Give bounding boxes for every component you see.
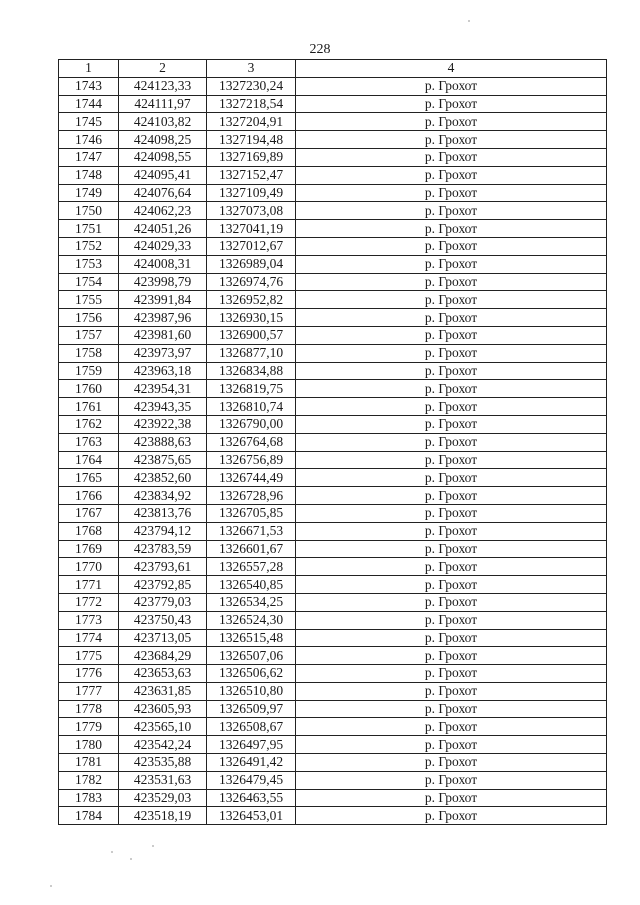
point-number-cell: 1775 [59, 647, 119, 665]
table-row [59, 415, 607, 433]
coord-x-cell: 424051,26 [119, 220, 207, 238]
coord-y-cell: 1326810,74 [207, 398, 296, 416]
coord-x-cell: 423813,76 [119, 504, 207, 522]
coord-x-cell: 424111,97 [119, 95, 207, 113]
scan-speck [468, 20, 470, 22]
point-number-cell: 1761 [59, 398, 119, 416]
location-name-cell: р. Грохот [296, 380, 607, 398]
coord-x-cell: 423783,59 [119, 540, 207, 558]
table-row [59, 166, 607, 184]
table-row [59, 576, 607, 594]
location-name-cell: р. Грохот [296, 184, 607, 202]
location-name-cell: р. Грохот [296, 77, 607, 95]
coord-y-cell: 1326834,88 [207, 362, 296, 380]
table-row [59, 807, 607, 825]
point-number-cell: 1757 [59, 326, 119, 344]
table-body [59, 77, 607, 824]
point-number-cell: 1765 [59, 469, 119, 487]
table-row [59, 665, 607, 683]
table-row [59, 771, 607, 789]
coord-x-cell: 423605,93 [119, 700, 207, 718]
point-number-cell: 1756 [59, 309, 119, 327]
coord-x-cell: 423631,85 [119, 682, 207, 700]
point-number-cell: 1772 [59, 593, 119, 611]
table-row [59, 522, 607, 540]
table-row [59, 148, 607, 166]
coord-x-cell: 423943,35 [119, 398, 207, 416]
table-row [59, 789, 607, 807]
coord-x-cell: 423922,38 [119, 415, 207, 433]
coord-x-cell: 423963,18 [119, 362, 207, 380]
coord-x-cell: 424008,31 [119, 255, 207, 273]
table-row [59, 202, 607, 220]
table-row [59, 398, 607, 416]
location-name-cell: р. Грохот [296, 807, 607, 825]
coord-x-cell: 423794,12 [119, 522, 207, 540]
location-name-cell: р. Грохот [296, 344, 607, 362]
location-name-cell: р. Грохот [296, 754, 607, 772]
table-row [59, 736, 607, 754]
point-number-cell: 1753 [59, 255, 119, 273]
coord-x-cell: 423653,63 [119, 665, 207, 683]
table-row [59, 754, 607, 772]
table-row [59, 380, 607, 398]
location-name-cell: р. Грохот [296, 665, 607, 683]
coord-x-cell: 424076,64 [119, 184, 207, 202]
table-row [59, 131, 607, 149]
coord-x-cell: 423531,63 [119, 771, 207, 789]
coord-y-cell: 1326930,15 [207, 309, 296, 327]
point-number-cell: 1752 [59, 237, 119, 255]
point-number-cell: 1781 [59, 754, 119, 772]
point-number-cell: 1774 [59, 629, 119, 647]
table-row [59, 540, 607, 558]
location-name-cell: р. Грохот [296, 131, 607, 149]
location-name-cell: р. Грохот [296, 309, 607, 327]
location-name-cell: р. Грохот [296, 647, 607, 665]
point-number-cell: 1770 [59, 558, 119, 576]
point-number-cell: 1777 [59, 682, 119, 700]
coord-y-cell: 1327230,24 [207, 77, 296, 95]
scan-speck [50, 885, 52, 887]
location-name-cell: р. Грохот [296, 166, 607, 184]
point-number-cell: 1778 [59, 700, 119, 718]
point-number-cell: 1762 [59, 415, 119, 433]
table-row [59, 237, 607, 255]
coord-x-cell: 423852,60 [119, 469, 207, 487]
column-header-4: 4 [296, 60, 607, 78]
point-number-cell: 1764 [59, 451, 119, 469]
table-header-row [59, 60, 607, 78]
location-name-cell: р. Грохот [296, 362, 607, 380]
point-number-cell: 1776 [59, 665, 119, 683]
coord-y-cell: 1327152,47 [207, 166, 296, 184]
location-name-cell: р. Грохот [296, 504, 607, 522]
coord-x-cell: 424098,25 [119, 131, 207, 149]
scan-speck [152, 845, 154, 847]
point-number-cell: 1784 [59, 807, 119, 825]
location-name-cell: р. Грохот [296, 771, 607, 789]
coordinates-table [58, 59, 607, 825]
table-row [59, 113, 607, 131]
coord-y-cell: 1326524,30 [207, 611, 296, 629]
point-number-cell: 1783 [59, 789, 119, 807]
coord-y-cell: 1327012,67 [207, 237, 296, 255]
coord-x-cell: 423529,03 [119, 789, 207, 807]
table-row [59, 255, 607, 273]
coord-y-cell: 1327204,91 [207, 113, 296, 131]
scan-speck [111, 851, 113, 853]
point-number-cell: 1747 [59, 148, 119, 166]
coord-x-cell: 423779,03 [119, 593, 207, 611]
table-row [59, 682, 607, 700]
point-number-cell: 1755 [59, 291, 119, 309]
location-name-cell: р. Грохот [296, 682, 607, 700]
coord-y-cell: 1326508,67 [207, 718, 296, 736]
location-name-cell: р. Грохот [296, 593, 607, 611]
coord-x-cell: 424029,33 [119, 237, 207, 255]
column-header-3: 3 [207, 60, 296, 78]
coord-y-cell: 1327218,54 [207, 95, 296, 113]
location-name-cell: р. Грохот [296, 718, 607, 736]
point-number-cell: 1749 [59, 184, 119, 202]
table-row [59, 593, 607, 611]
location-name-cell: р. Грохот [296, 113, 607, 131]
location-name-cell: р. Грохот [296, 237, 607, 255]
location-name-cell: р. Грохот [296, 148, 607, 166]
coord-y-cell: 1326744,49 [207, 469, 296, 487]
coord-x-cell: 423793,61 [119, 558, 207, 576]
coord-x-cell: 423998,79 [119, 273, 207, 291]
location-name-cell: р. Грохот [296, 273, 607, 291]
point-number-cell: 1748 [59, 166, 119, 184]
coord-x-cell: 423713,05 [119, 629, 207, 647]
coord-y-cell: 1326601,67 [207, 540, 296, 558]
coord-x-cell: 423518,19 [119, 807, 207, 825]
coord-x-cell: 423981,60 [119, 326, 207, 344]
location-name-cell: р. Грохот [296, 433, 607, 451]
coord-y-cell: 1326534,25 [207, 593, 296, 611]
table-row [59, 718, 607, 736]
location-name-cell: р. Грохот [296, 415, 607, 433]
table-row [59, 220, 607, 238]
coord-x-cell: 423888,63 [119, 433, 207, 451]
column-header-2: 2 [119, 60, 207, 78]
table-row [59, 433, 607, 451]
coord-y-cell: 1327194,48 [207, 131, 296, 149]
point-number-cell: 1766 [59, 487, 119, 505]
coord-y-cell: 1326491,42 [207, 754, 296, 772]
coord-y-cell: 1326877,10 [207, 344, 296, 362]
coord-y-cell: 1327169,89 [207, 148, 296, 166]
point-number-cell: 1773 [59, 611, 119, 629]
point-number-cell: 1771 [59, 576, 119, 594]
coord-y-cell: 1326509,97 [207, 700, 296, 718]
coord-x-cell: 423535,88 [119, 754, 207, 772]
coord-y-cell: 1327109,49 [207, 184, 296, 202]
coord-y-cell: 1326507,06 [207, 647, 296, 665]
point-number-cell: 1759 [59, 362, 119, 380]
coord-x-cell: 424062,23 [119, 202, 207, 220]
point-number-cell: 1758 [59, 344, 119, 362]
point-number-cell: 1743 [59, 77, 119, 95]
coord-y-cell: 1326463,55 [207, 789, 296, 807]
table-row [59, 451, 607, 469]
table-row [59, 344, 607, 362]
point-number-cell: 1760 [59, 380, 119, 398]
coord-x-cell: 423792,85 [119, 576, 207, 594]
table-row [59, 558, 607, 576]
coord-y-cell: 1326540,85 [207, 576, 296, 594]
location-name-cell: р. Грохот [296, 522, 607, 540]
coord-x-cell: 423973,97 [119, 344, 207, 362]
table-row [59, 504, 607, 522]
table-row [59, 647, 607, 665]
location-name-cell: р. Грохот [296, 540, 607, 558]
table-row [59, 95, 607, 113]
location-name-cell: р. Грохот [296, 736, 607, 754]
location-name-cell: р. Грохот [296, 220, 607, 238]
point-number-cell: 1763 [59, 433, 119, 451]
coord-y-cell: 1326764,68 [207, 433, 296, 451]
table-row [59, 362, 607, 380]
table-row [59, 309, 607, 327]
point-number-cell: 1780 [59, 736, 119, 754]
coord-y-cell: 1326705,85 [207, 504, 296, 522]
coord-x-cell: 424123,33 [119, 77, 207, 95]
location-name-cell: р. Грохот [296, 451, 607, 469]
column-header-1: 1 [59, 60, 119, 78]
point-number-cell: 1782 [59, 771, 119, 789]
coord-x-cell: 424098,55 [119, 148, 207, 166]
table-row [59, 700, 607, 718]
page-number: 228 [309, 42, 331, 57]
location-name-cell: р. Грохот [296, 326, 607, 344]
coord-y-cell: 1326479,45 [207, 771, 296, 789]
coord-x-cell: 423750,43 [119, 611, 207, 629]
table-row [59, 326, 607, 344]
coord-y-cell: 1326453,01 [207, 807, 296, 825]
location-name-cell: р. Грохот [296, 469, 607, 487]
table-row [59, 77, 607, 95]
coord-y-cell: 1326510,80 [207, 682, 296, 700]
coord-y-cell: 1327073,08 [207, 202, 296, 220]
coord-x-cell: 423542,24 [119, 736, 207, 754]
location-name-cell: р. Грохот [296, 576, 607, 594]
coord-y-cell: 1327041,19 [207, 220, 296, 238]
point-number-cell: 1746 [59, 131, 119, 149]
point-number-cell: 1750 [59, 202, 119, 220]
point-number-cell: 1751 [59, 220, 119, 238]
coord-x-cell: 424095,41 [119, 166, 207, 184]
point-number-cell: 1768 [59, 522, 119, 540]
coord-y-cell: 1326497,95 [207, 736, 296, 754]
table-row [59, 629, 607, 647]
point-number-cell: 1779 [59, 718, 119, 736]
table-row [59, 273, 607, 291]
coord-y-cell: 1326974,76 [207, 273, 296, 291]
table-row [59, 611, 607, 629]
coord-y-cell: 1326819,75 [207, 380, 296, 398]
coord-y-cell: 1326756,89 [207, 451, 296, 469]
location-name-cell: р. Грохот [296, 629, 607, 647]
location-name-cell: р. Грохот [296, 558, 607, 576]
coord-x-cell: 423684,29 [119, 647, 207, 665]
coord-x-cell: 424103,82 [119, 113, 207, 131]
table-row [59, 469, 607, 487]
scan-speck [130, 858, 132, 860]
location-name-cell: р. Грохот [296, 611, 607, 629]
coord-x-cell: 423987,96 [119, 309, 207, 327]
coord-x-cell: 423954,31 [119, 380, 207, 398]
coord-y-cell: 1326557,28 [207, 558, 296, 576]
coord-y-cell: 1326952,82 [207, 291, 296, 309]
coord-y-cell: 1326790,00 [207, 415, 296, 433]
location-name-cell: р. Грохот [296, 487, 607, 505]
point-number-cell: 1769 [59, 540, 119, 558]
coord-y-cell: 1326728,96 [207, 487, 296, 505]
point-number-cell: 1754 [59, 273, 119, 291]
location-name-cell: р. Грохот [296, 202, 607, 220]
coord-y-cell: 1326515,48 [207, 629, 296, 647]
coord-y-cell: 1326900,57 [207, 326, 296, 344]
location-name-cell: р. Грохот [296, 291, 607, 309]
location-name-cell: р. Грохот [296, 789, 607, 807]
coord-y-cell: 1326989,04 [207, 255, 296, 273]
location-name-cell: р. Грохот [296, 700, 607, 718]
location-name-cell: р. Грохот [296, 255, 607, 273]
location-name-cell: р. Грохот [296, 95, 607, 113]
coord-x-cell: 423834,92 [119, 487, 207, 505]
coord-x-cell: 423991,84 [119, 291, 207, 309]
coord-x-cell: 423875,65 [119, 451, 207, 469]
coord-y-cell: 1326671,53 [207, 522, 296, 540]
table-row [59, 291, 607, 309]
point-number-cell: 1767 [59, 504, 119, 522]
coord-x-cell: 423565,10 [119, 718, 207, 736]
table-row [59, 487, 607, 505]
point-number-cell: 1745 [59, 113, 119, 131]
location-name-cell: р. Грохот [296, 398, 607, 416]
table-row [59, 184, 607, 202]
point-number-cell: 1744 [59, 95, 119, 113]
coord-y-cell: 1326506,62 [207, 665, 296, 683]
